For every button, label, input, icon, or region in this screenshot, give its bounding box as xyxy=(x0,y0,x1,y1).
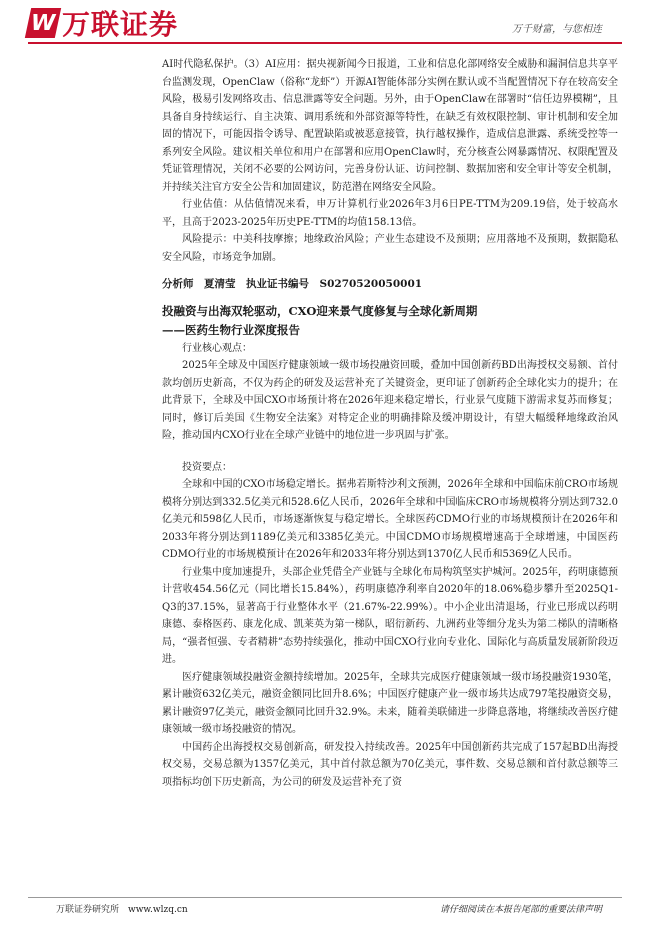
paragraph: 行业估值：从估值情况来看，申万计算机行业2026年3月6日PE-TTM为209.19倍，处于较高水平，且高于2023-2025年历史PE-TTM的均值158.13倍。 xyxy=(162,199,618,228)
document-body xyxy=(162,56,618,791)
footer-divider xyxy=(28,897,622,898)
logo-text: 万联证券 xyxy=(62,8,179,41)
paragraph: 行业核心观点： xyxy=(182,342,252,354)
report-title: 投融资与出海双轮驱动，CXO迎来景气度修复与全球化新周期 xyxy=(162,303,478,318)
footer-disclaimer: 请仔细阅读在本报告尾部的重要法律声明 xyxy=(439,905,602,915)
logo-mark-icon: W xyxy=(25,8,61,38)
header-divider xyxy=(28,42,622,44)
paragraph: 2025年全球及中国医疗健康领域一级市场投融资回暖，叠加中国创新药BD出海授权交易额、首付款均创历史新高，不仅为药企的研发及运营补充了关键资金，更印证了创新药企全球化实力的提升；在此背景下，全球及中国CXO市场预计将在2026年迎来稳定增长，行业景气度随下游需求复苏而修复；同时，修订后美国《生物安全法案》对特定企业的明确排除及缓冲期设计，有望大幅缓释地缘政治风险，推动国内CXO行业在全球产业链中的地位进一步巩固与扩张。 xyxy=(162,360,618,441)
paragraph: 投资要点： xyxy=(182,461,232,473)
paragraph: 医疗健康领域投融资金额持续增加。2025年，全球共完成医疗健康领域一级市场投融资1930笔，累计融资632亿美元，融资金额同比回升8.6%；中国医疗健康产业一级市场共达成797笔投融资交易，累计融资97亿美元，融资金额同比回升32.9%。未来，随着美联储进一步降息落地，将继续改善医疗健康领域一级市场投融资的情况。 xyxy=(162,671,618,735)
header-slogan: 万千财富，与您相连 xyxy=(512,24,602,35)
paragraph: 中国药企出海授权交易创新高，研发投入持续改善。2025年中国创新药共完成了157起BD出海授权交易，交易总额为1357亿美元，其中首付款总额为70亿美元，事件数、交易总额和首付款总额等三项指标均创下历史新高，为公司的研发及运营补充了资 xyxy=(162,741,618,788)
report-title: ——医药生物行业深度报告 xyxy=(162,322,300,337)
page-header xyxy=(0,0,662,48)
paragraph: 风险提示：中美科技摩擦；地缘政治风险；产业生态建设不及预期；应用落地不及预期，数据隐私安全风险，市场竞争加剧。 xyxy=(162,234,618,263)
paragraph: 行业集中度加速提升，头部企业凭借全产业链与全球化布局构筑坚实护城河。2025年，药明康德预计营收454.56亿元（同比增长15.84%），药明康德净利率自2020年的18.06%稳步攀升至2025Q1-Q3的37.15%，显著高于行业整体水平（21.67%-22.99%）。中小企业出清退场，行业已形成以药明康德、泰格医药、康龙化成、凯莱英为第一梯队，昭衍新药、九洲药业等细分龙头为第二梯队的清晰格局，“强者恒强、专者精耕”态势持续强化，推动中国CXO行业向专业化、国际化与高质量发展新阶段迈进。 xyxy=(162,566,618,665)
paragraph: AI时代隐私保护。（3）AI应用：据央视新闻今日报道，工业和信息化部网络安全威胁和漏洞信息共享平台监测发现，OpenClaw（俗称“龙虾”）开源AI智能体部分实例在默认或不当配置情况下存在较高安全风险，极易引发网络攻击、信息泄露等安全问题。另外，由于OpenClaw在部署时“信任边界模糊”，且具备自身持续运行、自主决策、调用系统和外部资源等特性，在缺乏有效权限控制、审计机制和安全加固的情况下，可能因指令诱导、配置缺陷或被恶意接管，执行越权操作，造成信息泄露、系统受控等一系列安全风险。建议相关单位和用户在部署和应用OpenClaw时，充分核查公网暴露情况、权限配置及凭证管理情况，关闭不必要的公网访问，完善身份认证、访问控制、数据加密和安全审计等安全机制，并持续关注官方安全公告和加固建议，防范潜在网络安全风险。 xyxy=(162,59,618,193)
company-logo xyxy=(28,6,178,40)
analyst-info: 分析师 夏清莹 执业证书编号 S0270520050001 xyxy=(162,278,423,290)
section-spacer xyxy=(162,445,618,459)
section-spacer xyxy=(162,294,618,302)
footer-source: 万联证券研究所 www.wlzq.cn xyxy=(56,905,188,915)
paragraph: 全球和中国的CXO市场稳定增长。据弗若斯特沙利文预测，2026年全球和中国临床前CRO市场规模将分别达到332.5亿美元和528.6亿人民币，2026年全球和中国临床CRO市场规模将分别达到732.0亿美元和598亿人民币，市场逐渐恢复与稳定增长。全球医药CDMO行业的市场规模预计在2026年和2033年将分别达到1189亿美元和3385亿美元。中国CDMO市场规模增速高于全球增速，中国医药CDMO行业的市场规模预计在2026年和2033年将分别达到1370亿人民币和5369亿人民币。 xyxy=(162,479,618,560)
